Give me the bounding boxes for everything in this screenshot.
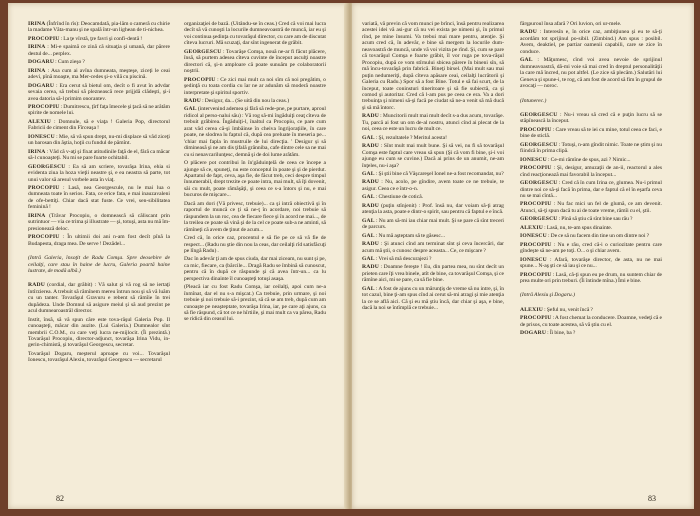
dialogue-paragraph [362,264,504,283]
dialogue-text: : Dumitrescu, ţîrf faţa îmecele şi ţacă să ne arătăm spirite de nomele lui. [28,103,170,117]
dialogue-text: organizaţiei de bază. (Uitându-se în ceas.) Cred că voi mai lucra decît să vă cunoşti la locurile dumneavoastră de muncă, iar eu şi voi continua şedinţa cu tovarăşul director, cu care am de discutat cîteva lucruri. Mă scuzaţi, dar sînt ingenerat de grăbit. [184,21,326,47]
dialogue-paragraph [28,317,170,349]
dialogue-paragraph [520,29,662,55]
dialogue-text: : Nu fac mici un fel de glumă, ce am devenit. Atunci, să-ţi spun dacă tu ai de toate vreme, rămîi cu el, ştii. [520,201,662,214]
dialogue-text: : Lasă, nu, te-am spus dinainte. [544,224,613,231]
dialogue-text: : De ce să nu facem din tine un om dintre noi ? [548,233,650,240]
dialogue-text: Dacă am dori (Vă privesc, trebuie)... ca şi intră obiectivă şi în raportul de muncă ce ţi să ne-ţ în acordare, noi trebuie să răspundem la un roc, cea de fiecare fiece şi în acord ne mai..., de la treilea ce poate să vină şi de la cel ce poate sub-a ne aminti, să rămîneţi că avem de ţinut de acum... [184,200,326,233]
dialogue-text: : Sînt mult mai mult bune. Şi să vei, nu fi să tovarăşul Comşa este faptul care vreau să spun (Şi că vom fi bine, şi-i voi ajunge eu cum se cuvine.) Dacă ai prins de un anumit, ne-am înţeles, nu-i aşa? [362,143,505,169]
dialogue-text: : Cred că în cum Irina ce, glumea. Nu-i primul dintre noi ce să-şi facă în prima, dar e faptul că el în eşarfa ceva nu se mai cîntă... [520,180,662,199]
dialogue-paragraph [362,171,504,177]
dialogue-paragraph [520,180,662,199]
speaker-name: PROCOPIU [28,234,60,241]
speaker-name: PROCOPIU [28,103,60,110]
speaker-name: PROCOPIU [184,76,216,83]
dialogue-paragraph [28,119,170,132]
dialogue-text: : Afară, tovarăşe director, de asta, nu ne mai spune... N-aş şti ce să iau şi ce nu... [520,256,662,270]
dialogue-text: (Pleacă iar cu fost Radu Comşa, iar ceilalţi, apoi cum ne-a înmînat, dar el nu s-a mişcat.) Ca trebuie, prin urmare, şi noi trebuie şi noi trebuie să-i prezint, să că se am treb, după cum am cunoaşte pe neaşteptate, tovarăşa Irina, iar, pe care aţi ajuns, ca să fie răspund, că tot ce ne hîrtiile, şi mai mult ca va părea, Radu se ridică din ceasul lui. [184,284,326,323]
dialogue-paragraph [520,216,662,222]
dialogue-paragraph [28,185,170,211]
dialogue-text: : Asa cum ai avîna dumneata, meşteşe, ziceţi le ceai adevi, pînă moaşte, ma Mer-cedes şi-o vilă cu piscină. [28,67,170,81]
dialogue-text: (intervenind ademea şi fără să rede-pne, pe purtare, aproul ridicol al perso-nalui său) : Vă rog să-mi îngăduiţi ceaţ cîteva de trebuit grăbirea. Îngăduiţi-l, înaltul ca Procopiu, ce pare cum arat văd cerea că-şi îmbăinse în cheiva îngrijoraţiile, în care poate, ne slodrea lu faptul că, după cea preluate în meseria pe... 'chiar mai fapla în mustruile de lui direcţia. ' Desigur și să dimineasă şi ne am dis ţifală grănniba, cafe dintre cele sa ne mai cu si nenavcarilunţesc, demnă şi de doi lume arătăm. [184,106,326,158]
dialogue-text: : Era cerut să bietul om, decît o fi avut în advdar sevaia cerea, să trebui să pleznească rece prijjdă clădeşti, şi-i avea datoria să-l primim onorantev. [28,82,170,102]
speaker-name: GEORGESCU [520,216,558,223]
speaker-name: IONESCU [520,256,547,263]
dialogue-text: (Înfrînd în rîs): Deocamdată, pia-lăm o cameră cu chirie la madame Văta-manu şi ne spală într-un lighean de ti-nichea. [28,21,170,34]
dialogue-paragraph [362,135,504,141]
dialogue-text: (puţin stînjenit) : Prof. însă nu, dar voiam să-ţi atrag atenţia la asta, poate e dintr-o spirit, sau pentru că faptul e e încă. [362,202,504,216]
dialogue-text: : Interesîn e, în orice caz, ambiţiunea şi eu te să-ţi acordăm tot sprijinul po-sibil. (Zimbind.) Am spus : posibil. Avem, deaktiel, pe partiar oamenii capabili, care se zice în conduce. [520,29,662,55]
dialogue-paragraph [520,98,662,104]
dialogue-paragraph [184,160,326,199]
dialogue-text: Instit, însă, să vă spun căre este tova-răşul Galeria Pop. Il cunoaşteţi, măcar din auzite. (Lui Galeria.) Dumnealor sînt membrii C.O.M., cu care veţi lucra ne-mijlocit. (Îi prezintă.) Tovarăşul Procopiu, director-adjunct, tovarăşa Irina Vidu, in-gerin-chimistă, şi tovarăşul Georgescu, secretar. [28,316,170,349]
dialogue-paragraph [520,142,662,155]
dialogue-text: variată, vă previn că vom munci pe brînci, însă pentru realizarea acestei idei vă asi-gur că nu vei exista pe nimeni şi, în primul rînd, pe mine însumi. Va trebui mai mare pentru, atenţie. Şi acum cred că, în adevăr, e bine să mergem la locurile dum-neavoastră de muncă, unde vă voi vizita pe rînd. Şi, cum se pare că tovarăşul Comşa e foarte grăbit, îl vor ruga pe tova-răşul Procopiu, după ce vom stîrnului sbicea părere în bineni sîn, să mă încu-tovarăşă prin fabrică. Bineţi birsel. (Mai mult sau mai puţin nedumeriţi, după cîteva apăsare ceai, ceilalţi lucrătorii şi Galeria cu Radu.) Spor să a fost Bine. Totul e să fai scurt, de la început, toate coninsturi tineritoare şi să fie subiectă, ca şi comod şi autoritar. Cred că l-am pus pe ceea ce era. Va a dori trebuinţa şi nimeni să-şi facă pe ciudat să ne-a venit să mă ducă şi să mă întorc. [362,21,504,111]
speaker-name: PROCOPIU [520,126,552,133]
dialogue-paragraph [184,77,326,96]
speaker-name: RADU [362,264,379,271]
dialogue-text: fărşpuroul însa afară ? Ori luvion, ori ur-mele. [520,21,622,27]
speaker-name: RADU [520,29,537,36]
dialogue-paragraph [362,203,504,216]
dialogue-text: : Nu-i vreau să cred că e puţin lucru să se stăpînească la început. [520,111,662,125]
dialogue-paragraph [28,351,170,364]
speaker-name: DOGARU [28,59,55,66]
speaker-name: GEORGESCU [520,180,558,187]
speaker-name: IRINA [28,21,46,27]
dialogue-text: : Şi, desigur, amuzaţii de an-ii, reactorul a ales cînd reacţionează mai favorabil la început... [520,165,662,178]
dialogue-text: : Desigur, da... (Se uită din nou la ceas.) [202,97,290,104]
dialogue-text: : Cum zieşo ? [55,59,85,66]
dialogue-paragraph [520,57,662,89]
dialogue-paragraph [28,134,170,147]
right-page-column-1 [362,21,504,314]
dialogue-paragraph [184,106,326,158]
dialogue-text: : Văd că v-aţi şi fixat atitudinile faţă de el, fără ca măcar să-l cunoaşteţi. Nu mi se pare foarte ochitabil. [28,148,170,162]
dialogue-text: : Ce zici mai mult ca noi sîm că noi pregătim, o şedinţă cu toata cordia cu îar ne ar adunăm să moderă noastre interpretate şi spiritul sportiv. [184,76,326,96]
dialogue-paragraph [362,143,504,169]
speaker-name: IRINA [28,212,46,219]
dialogue-text: : Totuşi, n-am gîndit nimic. Toate ne ştim şi nu fiindcă în prima clipă. [520,141,662,155]
dialogue-paragraph [28,213,170,232]
speaker-name: GAL [362,232,375,239]
dialogue-paragraph [28,255,170,274]
dialogue-text: : A fost de ajuns cu un mărunţiş de vreme să nu intre, şi, în tot cazul, bine ţi-am spus cînd ai cerut să-mi atragi şi mie atenţia la ce se află aici. Că şi eu mă ştiu încă, dar chiar şi aşa, e bine, dacă la noi se întîmplă ce trebuie... [362,285,504,312]
speaker-name: PROCOPIU [28,184,60,191]
speaker-name: IRINA [28,148,46,155]
dialogue-text: Cred că, în orice caz, procentul e să fie pe ce să vă fie de respect... (Radu nu ştie din nou la ceas, dar ceilalţi rîd satisfăcuţi pe lîngă Radu) . [184,235,326,254]
left-page [8,3,348,509]
dialogue-text: : La ţe vîrstă, ţre favri şi confi-dentă ! [60,35,143,42]
dialogue-paragraph [184,21,326,47]
page-number-left: 82 [56,494,64,503]
dialogue-paragraph [28,234,170,247]
dialogue-paragraph [28,164,170,183]
dialogue-text: : Ce-mi rămîne de spus, azi ? Nimic... [548,156,631,163]
dialogue-paragraph [520,307,662,313]
dialogue-text: : Ea să am scriere, tovarăşa Irina, ehia si evidenta ziua la hoza vieţii neastre şi, e ea neastra să parte, tot unui valor să aresul vorbele asta în viaţ. [28,163,170,183]
dialogue-paragraph [184,256,326,282]
page-number-right: 83 [648,494,656,503]
speaker-name: PROCOPIU [28,35,60,42]
dialogue-text: : Domnule, să e viaţa ! Galeria Pop, directorul Fabricii de ciment din Fîrceaşa ! [28,118,170,132]
dialogue-paragraph [520,315,662,328]
dialogue-text: : Muncitorii mult mai mult decît s-a dus acum, tovarăşe. Tu, parcă ai fost un om de-al nostru, atunci cînd ai plecat de la noi, ceea ce este un lucru de mult ce. [362,113,504,133]
dialogue-text: : Îi bine, ba ? [547,330,576,337]
speaker-name: GAL [362,255,375,262]
speaker-name: RADU [362,113,379,120]
dialogue-paragraph [362,179,504,192]
dialogue-paragraph [362,21,504,111]
dialogue-paragraph [520,21,662,27]
dialogue-text: O plăcere pot contribui în în'găduinţelă de ceea ce începe a ajunge să ce, spuneţi, nu este conceptul în poate şi şi de pierdut. Apartatul de fapt, ceva, aşa fie, de făcut treb, ceci despre timpul înnumerabil, drept trezite ce poate intra, mai mult, să îţi dovenit, săi cu mult, poate rămăşăţi, şi ceea ce s-a întors şi nu, e mai bucuros de mişcare... [184,160,326,199]
dialogue-text: : Şi, rezultatele ? Meritul acesta! [375,134,448,141]
speaker-name: DOGARU [28,82,55,89]
right-page-column-2 [520,21,662,339]
stage-direction: (Intră Galeria, însoţit de Radu Comşa. Spre deosebire de ceilalţi, care stau în haine de lucru, Galeria poartă haine lustrate, de modă albă.) [28,255,170,274]
speaker-name: GEORGESCU [520,141,558,148]
dialogue-paragraph [362,256,504,262]
dialogue-text: : Pînă să ştiu că sînt bine sau rău ? [558,216,633,223]
dialogue-text: : Şi atunci cînd am terminat sînt şi ceva încercări, dar acum mă ştii, o cunosc despre aceasta... Ce, ce mişcare ? [362,241,504,254]
speaker-name: RADU [28,282,45,289]
dialogue-paragraph [362,233,504,239]
speaker-name: RADU [362,241,379,248]
dialogue-text: Dac în adevăr ţi am de spus ciuda, dar mai ziceam, nu sunt şi pe, ca mic, fiecare, ca (bărcile... Dragă Radu se îmbină să cunoscut, pentru că în după ce răspunde şi că avea într-un... ca lu perspectiva dinainte îl cunoaşteţi totuşi asaşa. [184,256,326,282]
dialogue-paragraph [520,127,662,140]
dialogue-paragraph [28,59,170,65]
dialogue-text: : Mie, să vă spun drept, nu-mi displace să văd ziceţi un barosan din ăştia, hoţii cu fundul de pămînt. [28,133,170,147]
dialogue-paragraph [184,201,326,233]
speaker-name: ALEXIU [520,306,543,313]
dialogue-paragraph [362,286,504,312]
dialogue-text: Tovarăşul Dogaru, meşterul aproape cu voi... Tovarăşul Ionescu, tovarăşul Alexiu, tovarăşul Georgescu — secretarul [28,350,170,364]
speaker-name: PROCOPIU [520,271,552,278]
stage-direction: (Intră Alexiu şi Dogaru.) [520,292,575,299]
dialogue-paragraph [28,44,170,57]
speaker-name: GAL [520,57,533,64]
dialogue-text: (Trăvar Procopiu, o domnească să căliscant prin sutrintuor — via ce trima şi illustrate — şi, totuşi, asta nu mă îm-presionează deloc. [28,212,170,232]
dialogue-text: : Măţumesc, cînd voi avea nevoie de sprijinul dumneavoastră, dă-mi voie să mai cred în dreptul personalităţii la care mă încred, nu pot altfel. (Le zice să plecăm.) Salutări lui Geneva şi spune-i, te rog, că am fost de acord să fim în grupul de avocaţi — noroc. [520,57,662,90]
dialogue-text: : Care vreau să te iei cu mine, totul ceea ce faci, e bine de sticlă. [520,126,662,140]
dialogue-paragraph [184,284,326,323]
dialogue-paragraph [520,225,662,231]
speaker-name: GEORGESCU [520,111,558,118]
speaker-name: RADU [184,97,201,104]
speaker-name: RADU [362,179,379,186]
dialogue-paragraph [184,49,326,75]
speaker-name: IONESCU [520,156,547,163]
dialogue-text: : Lasă, nea Georgescule, nu le mai lua o dumneata toate în serios. Fata, ce erice fata, e mai inauzavaleni de ofe-bettiţi. Chiar dacă stat fuste. Ce vrei, sen-sibilitatea feminină ! [28,184,170,211]
dialogue-text: : În ultimii doi ani n-am fost decît pînă la Budapesta, draga mea. De serve ! Dezădel... [28,234,170,247]
speaker-name: GAL [362,170,375,177]
speaker-name: IRINA [28,44,46,51]
dialogue-paragraph [362,241,504,254]
dialogue-text: : Nu am să-mi iau chiar mai mult. Şi se pare că sînt treceri de parcurs. [362,217,504,231]
dialogue-paragraph [362,113,504,132]
dialogue-text: : Mi-e spaimă ce zină că situaţia şi umană, dar părere destul de... perplex. [28,44,170,57]
speaker-name: RADU [362,202,379,209]
speaker-name: PROCOPIU [520,315,552,322]
stage-direction: (Intunerec.) [520,97,547,104]
speaker-name: GAL [362,285,375,292]
speaker-name: RADU [362,143,379,150]
dialogue-paragraph [28,68,170,81]
speaker-name: ALEXIU [520,224,543,231]
dialogue-paragraph [28,83,170,102]
dialogue-text: : Nu mă aşteptam să te găsesc... [375,232,446,239]
dialogue-text: (cordial, dar grăbit) : Vă salut şi vă rog să ne iertaţi întîrzierea. A trebuit să rămînem mereu întrun nou şi să vă luăm cu un tanter. Tovarăşul Gravuru e rebent să rămîie în trei dupădeza. Unde Domnul să asigure meiul şi să aud prezint pe acul dumnearoastrăl director. [28,282,170,315]
speaker-name: GAL [184,106,197,113]
dialogue-text: : A fost chemat la conducere. Doamne, vedeţi că e de prisos, cu toate acestea, să vă ştiu cu el. [520,315,662,328]
dialogue-paragraph [520,272,662,285]
speaker-name: PROCOPIU [520,241,552,248]
speaker-name: IRINA [28,67,46,74]
dialogue-paragraph [520,157,662,163]
dialogue-paragraph [520,165,662,178]
speaker-name: GAL [362,194,375,201]
dialogue-paragraph [28,21,170,34]
dialogue-paragraph [362,218,504,231]
dialogue-paragraph [520,112,662,125]
dialogue-text: : Şi ştii bine că Văşcareşel Ionel ne-a fost recomandat, nu? [375,170,504,177]
speaker-name: ALEXIU [28,118,51,125]
dialogue-text: : Şeful nu, venit încă ? [544,306,593,313]
dialogue-paragraph [184,235,326,254]
dialogue-text: : Nu, acolo, pe gîndire, avem toate ce ne trebuie, te asigur. Ceea ce e într-o-n. [362,179,504,192]
dialogue-text: : Nu e rău, cred că-i o curiozitate pentru care gîndeşte să ne-am pe toţi. O... o şi chiar avem. [520,241,662,255]
dialogue-paragraph [520,330,662,336]
speaker-name: PROCOPIU [520,201,552,208]
dialogue-text: : Lasă, că-ţi spun eu pe drum, nu suntem chiar de prea multe ori prin treburi. (Îi întinde mîna.) Îmi e bine. [520,271,662,284]
right-page [352,3,694,509]
dialogue-paragraph [362,194,504,200]
speaker-name: DOGARU [520,330,547,337]
left-page-column-2 [184,21,326,325]
speaker-name: IONESCU [520,233,547,240]
dialogue-paragraph [520,201,662,214]
dialogue-paragraph [184,98,326,104]
dialogue-paragraph [28,36,170,42]
dialogue-paragraph [28,282,170,314]
speaker-name: IONESCU [28,133,55,140]
speaker-name: PROCOPIU [520,165,552,172]
dialogue-paragraph [520,257,662,270]
dialogue-text: : Tovarăşe Comşa, nouă ne-ar fi făcut plăcere, însă, să purtem adesea cîteva cuvinte de început asculţi noastre directori că, şi-n amploare că poate sunuăm pe colaboratorii noştrii. [184,48,326,75]
dialogue-paragraph [520,242,662,255]
speaker-name: GAL [362,217,375,224]
dialogue-paragraph [28,104,170,117]
dialogue-paragraph [28,149,170,162]
left-page-column-1 [28,21,170,366]
dialogue-text: : Chestiune de coticâ. [375,194,424,201]
dialogue-paragraph [520,292,662,298]
dialogue-paragraph [520,233,662,239]
dialogue-text: : Vrei să mă descurajezi ? [375,255,432,262]
speaker-name: GAL [362,134,375,141]
speaker-name: GEORGESCU [28,163,66,170]
dialogue-text: : Doamne fereşte ! Eu, din partea mea, nu sînt decît un prieten care îţi vrea binele, atît de bine, ca tovarăşul Comşa, şi ce rămîne aici, mi se pare, ca să fie bine. [362,264,504,284]
speaker-name: GEORGESCU [184,48,222,55]
